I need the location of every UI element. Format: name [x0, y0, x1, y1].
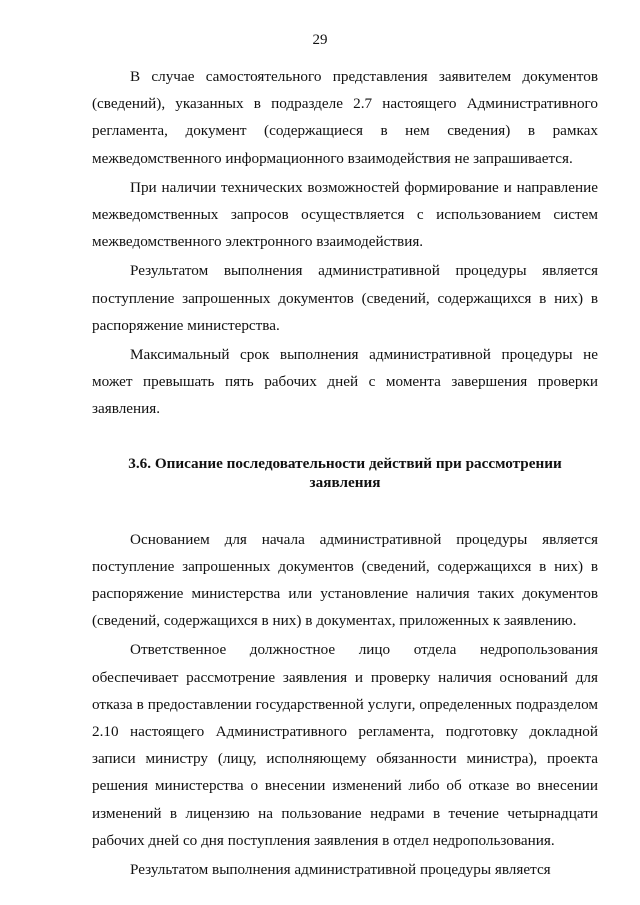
page-number: 29	[312, 32, 328, 48]
paragraph-procedure-basis: Основанием для начала административной процедуры является поступление запрошенных документов (сведений, содержащихся в них) в распоряжение министерства или установление наличия таких документов (сведений, содержащихся в них) в документах, приложенных к заявлению.	[92, 530, 598, 630]
section-heading-3-6: 3.6. Описание последовательности действий при рассмотрении заявления	[128, 454, 562, 491]
paragraph-procedure-result: Результатом выполнения административной процедуры является поступление запрошенных документов (сведений, содержащихся в них) в распоряжение министерства.	[92, 262, 598, 334]
paragraph-maximum-term: Максимальный срок выполнения административной процедуры не может превышать пять рабочих дней с момента завершения проверки заявления.	[92, 346, 598, 418]
paragraph-responsible-official: Ответственное должностное лицо отдела недропользования обеспечивает рассмотрение заявления и проверку наличия оснований для отказа в предоставлении государственной услуги, определенных подразделом 2.10 настоящего Административного регламента, подготовку докладной записи министру (лицу, исполняющему обязанности министра), проекта решения министерства о внесении изменений либо об отказе во внесении изменений в лицензию на пользование недрами в течение четырнадцати рабочих дней со дня поступления заявления в отдел недропользования.	[92, 641, 598, 849]
paragraph-result-continued: Результатом выполнения административной процедуры является	[130, 861, 551, 879]
paragraph-electronic-interaction: При наличии технических возможностей формирование и направление межведомственных запросов осуществляется с использованием систем межведомственного электронного взаимодействия.	[92, 178, 598, 251]
document-body	[92, 63, 598, 883]
paragraph-documents-not-requested: В случае самостоятельного представления заявителем документов (сведений), указанных в подразделе 2.7 настоящего Административного регламента, документ (содержащиеся в нем сведения) в рамках межведомственного информационного взаимодействия не запрашивается.	[92, 68, 598, 167]
